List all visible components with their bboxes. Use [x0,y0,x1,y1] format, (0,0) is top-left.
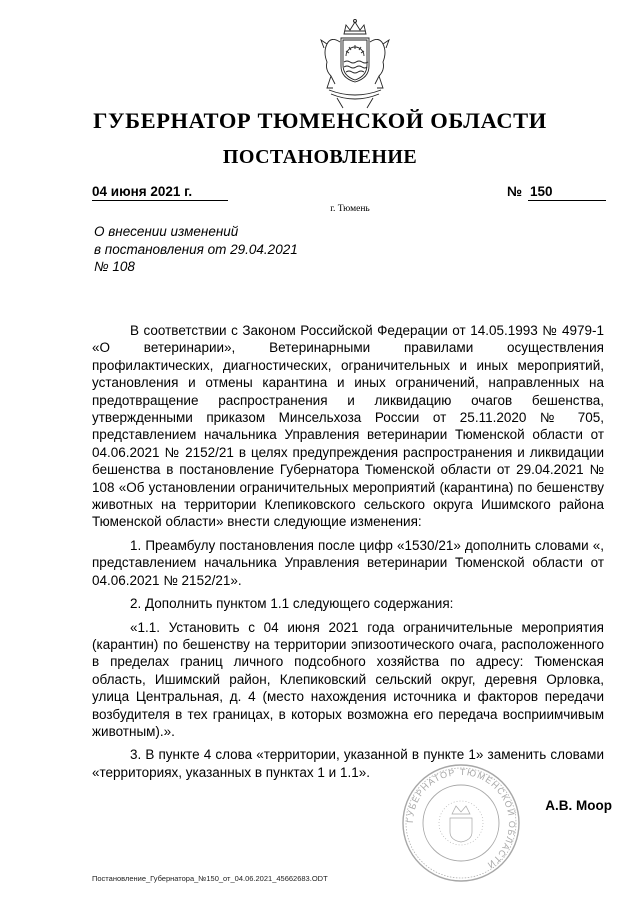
stamp-text: ГУБЕРНАТОР ТЮМЕНСКОЙ ОБЛАСТИ [404,766,518,871]
coat-of-arms-icon [313,18,397,110]
file-name-footer: Постановление_Губернатора_№150_от_04.06.2021_45662683.ODT [92,874,328,883]
preamble-paragraph: В соответствии с Законом Российской Федерации от 14.05.1993 № 4979-1 «О ветеринарии», Ветеринарными правилами осуществления профилактических, диагностических, ограничительных и иных мероприятий, установления и отмены карантина и иных ограничений, направленных на предотвращение распространения и ликвидацию очагов бешенства, утвержденными приказом Минсельхоза России от 25.11.2020 № 705, представлением начальника Управления ветеринарии Тюменской области от 04.06.2021 № 2152/21 в целях предупреждения распространения и ликвидации бешенства в постановление Губернатора Тюменской области от 29.04.2021 № 108 «Об установлении ограничительных мероприятий (карантина) по бешенству животных на территории Клепиковского сельского округа Ишимского района Тюменской области» внести следующие изменения: [92,323,604,530]
document-city: г. Тюмень [330,204,370,214]
document-date: 04 июня 2021 г. [92,184,228,201]
number-label: № [507,184,523,199]
official-stamp-icon [400,762,522,884]
document-subject [94,223,354,276]
document-type: ПОСТАНОВЛЕНИЕ [222,146,418,168]
subject-line: в постановления от 29.04.2021 [94,241,298,257]
issuer-title: ГУБЕРНАТОР ТЮМЕНСКОЙ ОБЛАСТИ [93,108,547,133]
subject-line: О внесении изменений [94,224,239,239]
signer-name: А.В. Моор [545,798,612,813]
item-2-quote-paragraph: «1.1. Установить с 04 июня 2021 года ограничительные мероприятия (карантин) по бешенству на территории эпизоотического очага, расположенного в пределах границ личного подсобного хозяйства по адресу: Тюменская область, Ишимский район, Клепиковский сельский округ, деревня Орловка, улица Центральная, д. 4 (место нахождения источника и факторов передачи возбудителя в тех границах, в которых возможна его передача восприимчивым животным).». [92,619,604,739]
subject-line: № 108 [94,259,135,274]
item-3-paragraph: 3. В пункте 4 слова «территории, указанной в пункте 1» заменить словами «территориях, указанных в пунктах 1 и 1.1». [92,747,604,780]
document-body [92,322,604,781]
item-1-paragraph: 1. Преамбулу постановления после цифр «1530/21» дополнить словами «, представлением начальника Управления ветеринарии Тюменской области от 04.06.2021 № 2152/21». [92,537,604,588]
document-number: 150 [528,184,606,201]
item-2-paragraph: 2. Дополнить пунктом 1.1 следующего содержания: [130,596,454,612]
svg-text:ГУБЕРНАТОР ТЮМЕНСКОЙ ОБЛАСТИ [405,767,518,871]
